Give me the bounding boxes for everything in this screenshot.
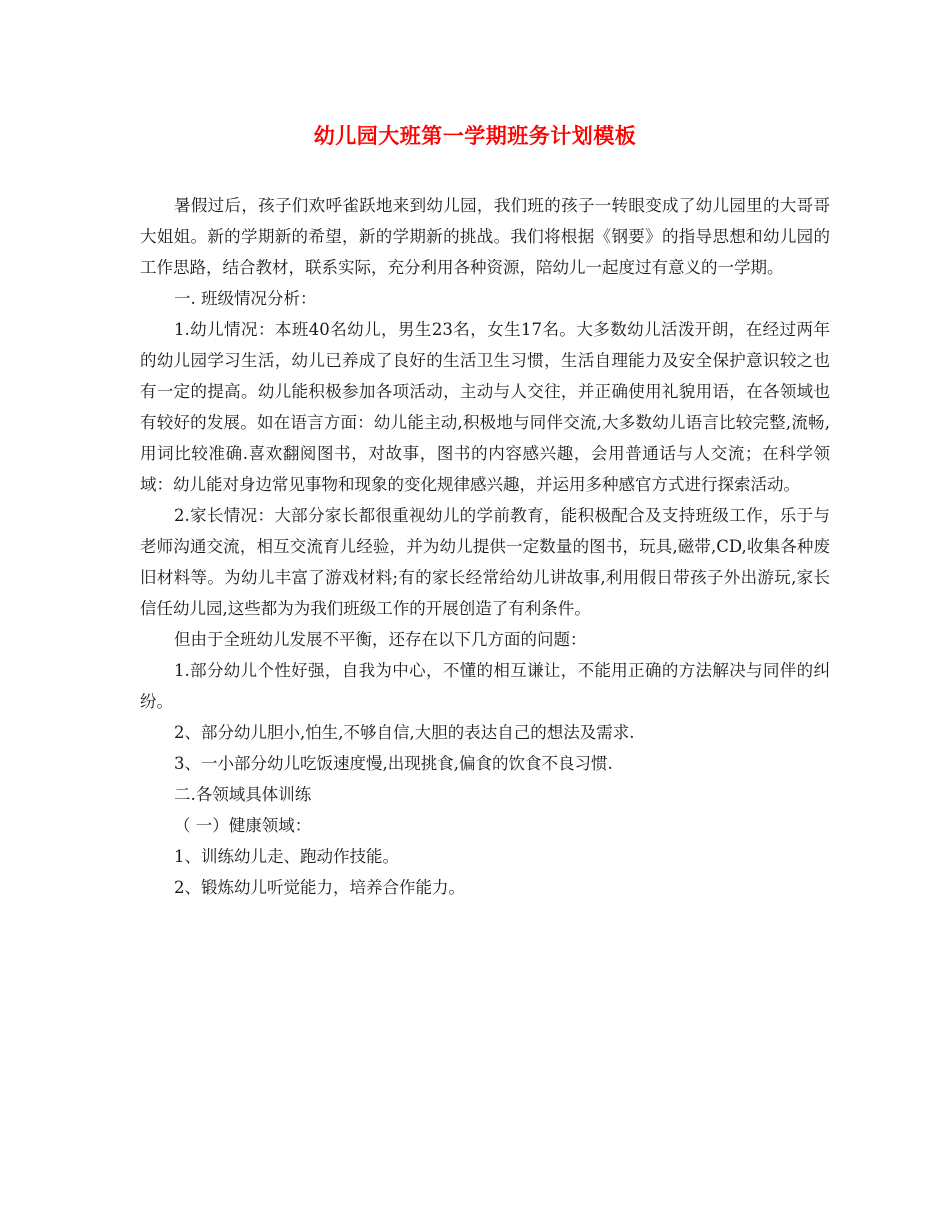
subsection-heading-health: （ 一）健康领域： — [174, 816, 312, 835]
problem-item-3: 3、一小部分幼儿吃饭速度慢,出现挑食,偏食的饮食不良习惯. — [174, 754, 613, 773]
section-heading-class-analysis: 一. 班级情况分析： — [174, 289, 317, 308]
intro-paragraph: 暑假过后，孩子们欢呼雀跃地来到幼儿园，我们班的孩子一转眼变成了幼儿园里的大哥哥大姐姐。新的学期新的希望，新的学期新的挑战。我们将根据《钢要》的指导思想和幼儿园的工作思路，结合教材，联系实际，充分利用各种资源，陪幼儿一起度过有意义的一学期。 — [140, 196, 830, 277]
problem-item-2: 2、部分幼儿胆小,怕生,不够自信,大胆的表达自己的想法及需求. — [174, 723, 635, 742]
document-title: 幼儿园大班第一学期班务计划模板 — [313, 123, 637, 148]
parents-situation-paragraph: 2.家长情况：大部分家长都很重视幼儿的学前教育，能积极配合及支持班级工作，乐于与老师沟通交流，相互交流育儿经验，并为幼儿提供一定数量的图书，玩具,磁带,CD,收集各种废旧材料等。为幼儿丰富了游戏材料;有的家长经常给幼儿讲故事,利用假日带孩子外出游玩,家长信任幼儿园,这些都为为我们班级工作的开展创造了有利条件。 — [140, 506, 830, 618]
problem-item-1: 1.部分幼儿个性好强，自我为中心，不懂的相互谦让，不能用正确的方法解决与同伴的纠纷。 — [140, 661, 830, 711]
document-body — [140, 190, 830, 903]
section-heading-training: 二.各领域具体训练 — [174, 785, 312, 804]
children-situation-paragraph: 1.幼儿情况：本班40名幼儿，男生23名，女生17名。大多数幼儿活泼开朗，在经过两年的幼儿园学习生活，幼儿已养成了良好的生活卫生习惯，生活自理能力及安全保护意识较之也有一定的提高。幼儿能积极参加各项活动，主动与人交往，并正确使用礼貌用语，在各领域也有较好的发展。如在语言方面：幼儿能主动,积极地与同伴交流,大多数幼儿语言比较完整,流畅,用词比较准确.喜欢翻阅图书，对故事，图书的内容感兴趣，会用普通话与人交流；在科学领域：幼儿能对身边常见事物和现象的变化规律感兴趣，并运用多种感官方式进行探索活动。 — [140, 320, 830, 494]
health-item-2: 2、锻炼幼儿听觉能力，培养合作能力。 — [174, 878, 465, 897]
problems-intro-paragraph: 但由于全班幼儿发展不平衡，还存在以下几方面的问题： — [174, 630, 587, 649]
health-item-1: 1、训练幼儿走、跑动作技能。 — [174, 847, 399, 866]
